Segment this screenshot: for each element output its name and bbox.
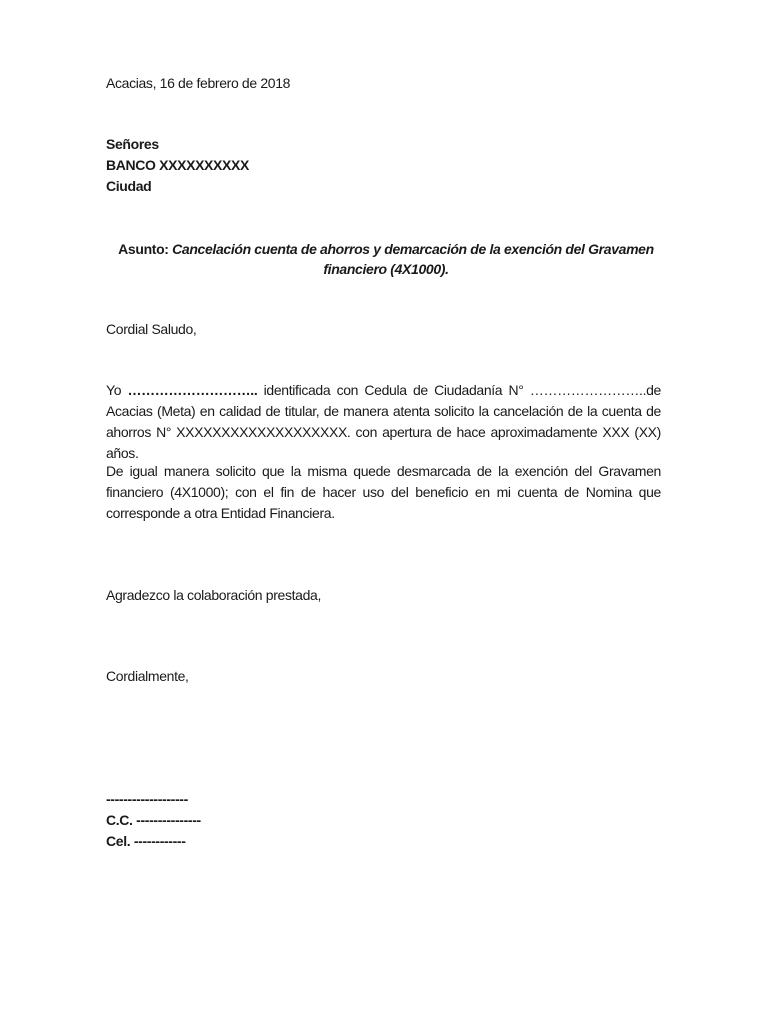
subject-text-line2: financiero (4X1000). xyxy=(323,261,449,277)
name-placeholder: ……………………….. xyxy=(127,382,258,398)
subject-block xyxy=(106,239,666,279)
date-line: Acacias, 16 de febrero de 2018 xyxy=(106,75,291,91)
signature-cel: Cel. ------------ xyxy=(106,833,186,849)
closing-line: Cordialmente, xyxy=(106,668,189,684)
greeting: Cordial Saludo, xyxy=(106,321,197,337)
recipient-block xyxy=(106,134,661,197)
recipient-bank: BANCO XXXXXXXXXX xyxy=(106,157,249,173)
recipient-title: Señores xyxy=(106,136,159,152)
thanks-line: Agradezco la colaboración prestada, xyxy=(106,587,322,603)
recipient-city: Ciudad xyxy=(106,178,152,194)
signature-cc: C.C. --------------- xyxy=(106,812,201,828)
paragraph1-rest: identificada con Cedula de Ciudadanía N° ……………………..de Acacias (Meta) en calidad de titular, de manera atenta solicito la cancelación de la cuenta de ahorros N° XXXXXXXXXXXXXXXXXXX. con apertura de hace aproximadamente XXX (XX) años. xyxy=(106,382,661,461)
signature-block xyxy=(106,789,661,852)
paragraph1-prefix: Yo xyxy=(106,382,128,398)
subject-label: Asunto: xyxy=(118,241,173,257)
signature-line: ------------------- xyxy=(106,791,188,807)
subject-text-line1: Cancelación cuenta de ahorros y demarcación de la exención del Gravamen xyxy=(172,241,654,257)
body-paragraph-2: De igual manera solicito que la misma quede desmarcada de la exención del Gravamen financiero (4X1000); con el fin de hacer uso del beneficio en mi cuenta de Nomina que corresponde a otra Entidad Financiera. xyxy=(106,463,661,521)
body-paragraph-1 xyxy=(106,380,661,464)
